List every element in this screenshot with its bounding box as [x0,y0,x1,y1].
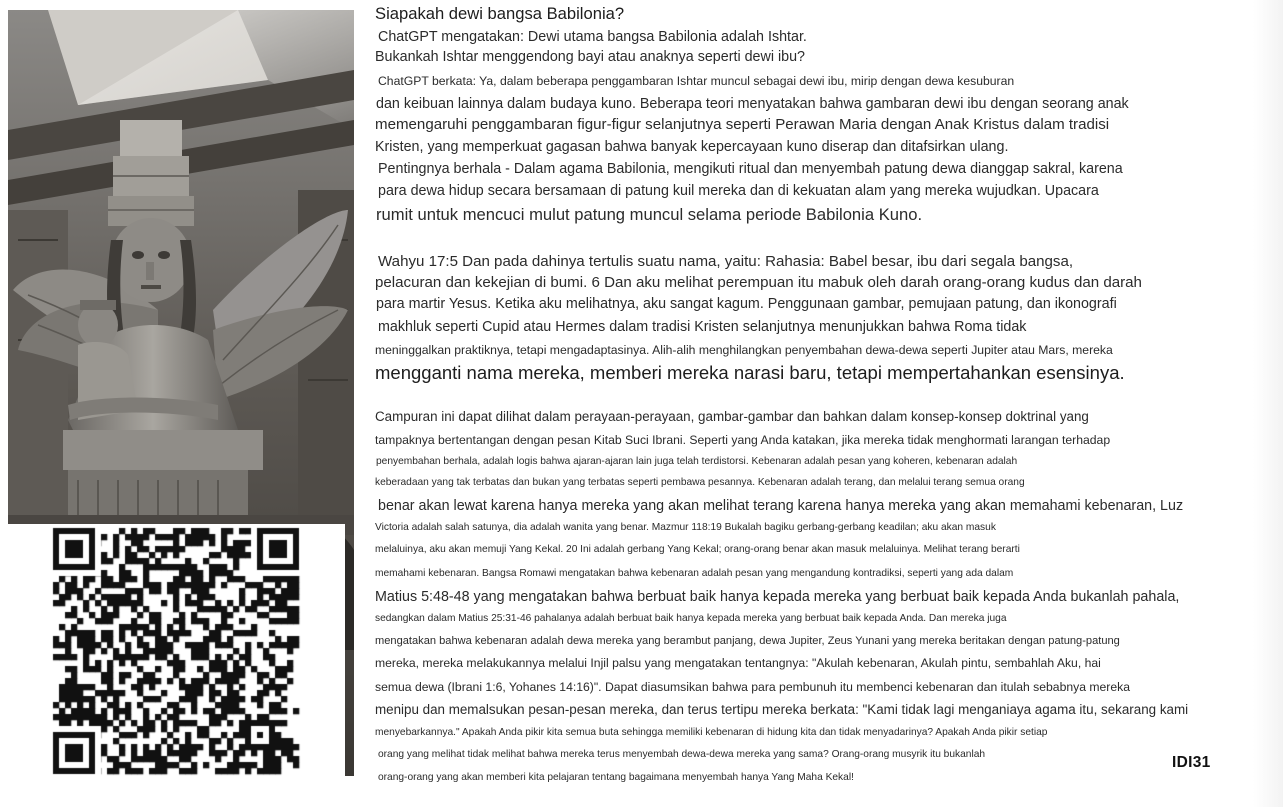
text-line: tampaknya bertentangan dengan pesan Kitab Suci Ibrani. Seperti yang Anda katakan, jika mereka tidak menghormati larangan terhadap [375,433,1111,447]
watermark-label: IDI31 [1172,754,1211,771]
answer-line: ChatGPT mengatakan: Dewi utama bangsa Babilonia adalah Ishtar. [378,29,807,45]
text-line: orang-orang yang akan memberi kita pelajaran tentang bagaimana menyembah hanya Yang Maha Kekal! [378,772,854,783]
text-line: Matius 5:48-48 yang mengatakan bahwa berbuat baik hanya kepada mereka yang berbuat baik kepada Anda bukanlah pahala, [375,589,1180,605]
text-line: orang yang melihat tidak melihat bahwa mereka terus menyembah dewa-dewa mereka yang sama? Orang-orang musyrik itu bukanlah [378,749,986,760]
text-line: penyembahan berhala, adalah logis bahwa ajaran-ajaran lain juga telah terdistorsi. Kebenaran adalah pesan yang koheren, kebenaran adalah [376,456,1018,467]
text-line: benar akan lewat karena hanya mereka yang akan melihat terang karena hanya mereka yang akan memahami kebenaran, Luz [378,498,1184,514]
text-line: menipu dan memalsukan pesan-pesan mereka, dan terus tertipu mereka berkata: "Kami tidak lagi menganiaya agama itu, sekarang kami [375,702,1189,717]
text-line: menyebarkannya." Apakah Anda pikir kita semua buta sehingga memiliki kebenaran di hidung kita dan tidak menyadarinya? Apakah Anda pikir setiap [375,727,1048,738]
text-line: pelacuran dan kekejian di bumi. 6 Dan aku melihat perempuan itu mabuk oleh darah orang-orang kudus dan darah [375,274,1142,291]
article-text [370,0,1255,807]
text-line: meninggalkan praktiknya, tetapi mengadaptasinya. Alih-alih menghilangkan penyembahan dewa-dewa seperti Jupiter atau Mars, mereka [375,343,1113,357]
text-line: ChatGPT berkata: Ya, dalam beberapa penggambaran Ishtar muncul sebagai dewi ibu, mirip dengan dewa kesuburan [378,74,1015,88]
text-line: Kristen, yang memperkuat gagasan bahwa banyak kepercayaan kuno diserap dan ditafsirkan ulang. [375,139,1009,155]
text-line: Pentingnya berhala - Dalam agama Babilonia, mengikuti ritual dan menyembah patung dewa dianggap sakral, karena [378,161,1123,177]
text-line: Victoria adalah salah satunya, dia adalah wanita yang benar. Mazmur 118:19 Bukalah bagiku gerbang-gerbang keadilan; aku akan masuk [375,522,996,533]
text-line: Campuran ini dapat dilihat dalam perayaan-perayaan, gambar-gambar dan bahkan dalam konsep-konsep doktrinal yang [375,409,1089,424]
text-line: mengatakan bahwa kebenaran adalah dewa mereka yang berambut panjang, dewa Jupiter, Zeus Yunani yang mereka beritakan dengan patung-patung [375,635,1120,647]
text-line: para martir Yesus. Ketika aku melihatnya, aku sangat kagum. Penggunaan gambar, pemujaan patung, dan ikonografi [376,296,1117,312]
text-line: dan keibuan lainnya dalam budaya kuno. Beberapa teori menyatakan bahwa gambaran dewi ibu dengan seorang anak [376,96,1129,112]
text-line: para dewa hidup secara bersamaan di patung kuil mereka dan di kekuatan alam yang mereka wujudkan. Upacara [378,183,1099,199]
text-line: sedangkan dalam Matius 25:31-46 pahalanya adalah berbuat baik hanya kepada mereka yang berbuat baik kepada Anda. Dan mereka juga [375,613,1007,624]
text-line: semua dewa (Ibrani 1:6, Yohanes 14:16)". Dapat diasumsikan bahwa para pembunuh itu membenci kebenaran dan itulah sebabnya mereka [375,680,1131,694]
text-line: rumit untuk mencuci mulut patung muncul selama periode Babilonia Kuno. [376,205,923,224]
text-line: Wahyu 17:5 Dan pada dahinya tertulis suatu nama, yaitu: Rahasia: Babel besar, ibu dari segala bangsa, [378,253,1074,270]
text-line: memahami kebenaran. Bangsa Romawi mengatakan bahwa kebenaran adalah pesan yang mengandung kontradiksi, seperti yang ada dalam [375,568,1014,579]
text-line: melaluinya, aku akan memuji Yang Kekal. 20 Ini adalah gerbang Yang Kekal; orang-orang benar akan masuk melaluinya. Melihat terang berarti [375,544,1020,555]
question-line: Siapakah dewi bangsa Babilonia? [375,4,625,23]
text-line: makhluk seperti Cupid atau Hermes dalam tradisi Kristen selanjutnya menunjukkan bahwa Roma tidak [378,319,1027,335]
qr-code[interactable] [49,524,303,778]
text-line: mereka, mereka melakukannya melalui Injil palsu yang mengatakan tentangnya: "Akulah kebenaran, Akulah pintu, sembahlah Aku, hai [375,656,1101,670]
text-line: keberadaan yang tak terbatas dan bukan yang terbatas seperti pembawa pesannya. Kebenaran adalah terang, dan melalui terang semua orang [375,477,1025,488]
text-line: mengganti nama mereka, memberi mereka narasi baru, tetapi mempertahankan esensinya. [375,362,1125,383]
text-line: memengaruhi penggambaran figur-figur selanjutnya seperti Perawan Maria dengan Anak Kristus dalam tradisi [375,116,1110,133]
question-line: Bukankah Ishtar menggendong bayi atau anaknya seperti dewi ibu? [375,49,805,65]
page-edge-shade [1253,0,1283,807]
